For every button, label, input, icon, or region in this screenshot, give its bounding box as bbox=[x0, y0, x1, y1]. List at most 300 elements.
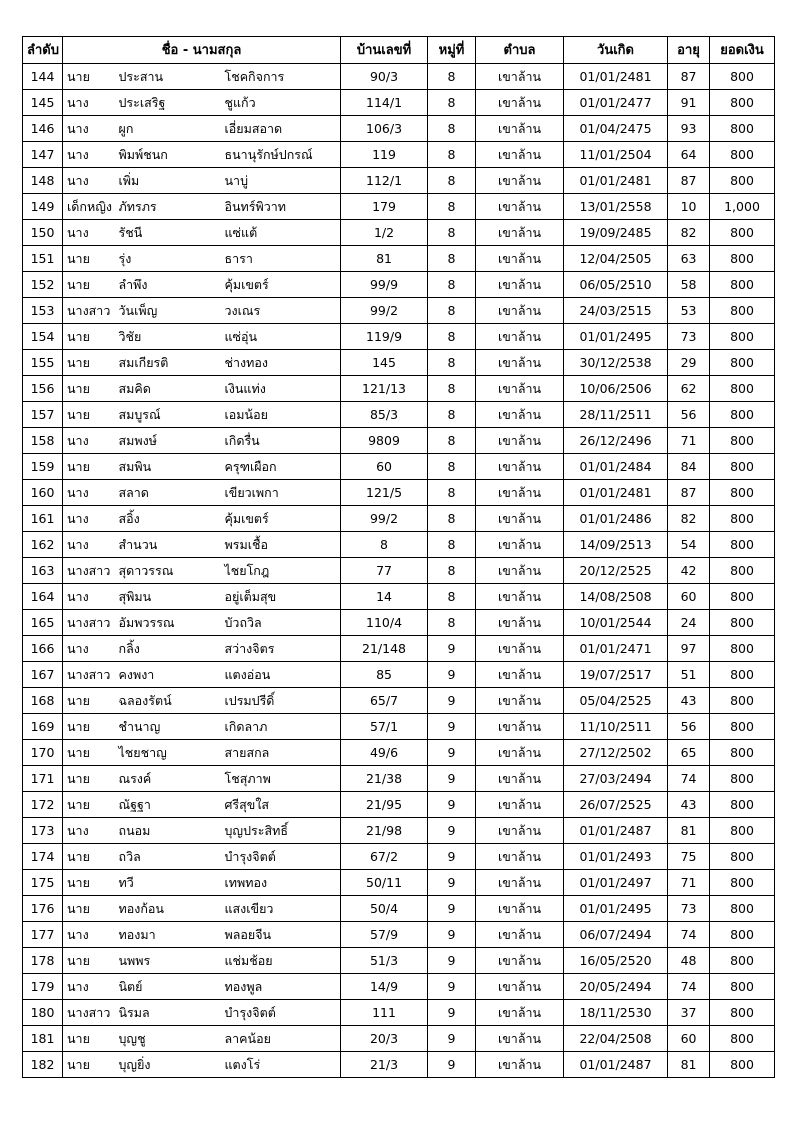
row-tambon: เขาล้าน bbox=[476, 896, 564, 922]
header-amount: ยอดเงิน bbox=[710, 37, 775, 64]
row-prefix: นาย bbox=[63, 766, 117, 792]
row-moo: 8 bbox=[428, 480, 476, 506]
row-tambon: เขาล้าน bbox=[476, 974, 564, 1000]
row-first-name: รุ่ง bbox=[117, 246, 221, 272]
table-row bbox=[23, 194, 775, 220]
row-last-name: เขียวเพกา bbox=[221, 480, 341, 506]
row-amount: 800 bbox=[710, 584, 775, 610]
row-last-name: เทพทอง bbox=[221, 870, 341, 896]
row-no: 155 bbox=[23, 350, 63, 376]
row-house-no: 67/2 bbox=[341, 844, 428, 870]
row-dob: 01/01/2481 bbox=[564, 64, 668, 90]
row-prefix: นางสาว bbox=[63, 1000, 117, 1026]
row-amount: 800 bbox=[710, 740, 775, 766]
row-house-no: 14 bbox=[341, 584, 428, 610]
table-row bbox=[23, 636, 775, 662]
row-age: 73 bbox=[668, 324, 710, 350]
row-last-name: สว่างจิตร bbox=[221, 636, 341, 662]
row-moo: 9 bbox=[428, 1052, 476, 1078]
row-prefix: นาย bbox=[63, 844, 117, 870]
row-tambon: เขาล้าน bbox=[476, 194, 564, 220]
row-tambon: เขาล้าน bbox=[476, 428, 564, 454]
row-moo: 9 bbox=[428, 688, 476, 714]
row-no: 162 bbox=[23, 532, 63, 558]
table-row bbox=[23, 324, 775, 350]
row-moo: 8 bbox=[428, 64, 476, 90]
row-amount: 800 bbox=[710, 116, 775, 142]
row-no: 166 bbox=[23, 636, 63, 662]
row-dob: 01/01/2477 bbox=[564, 90, 668, 116]
row-moo: 9 bbox=[428, 818, 476, 844]
row-prefix: นาย bbox=[63, 948, 117, 974]
row-first-name: คงพงา bbox=[117, 662, 221, 688]
row-moo: 8 bbox=[428, 402, 476, 428]
row-tambon: เขาล้าน bbox=[476, 636, 564, 662]
row-amount: 800 bbox=[710, 948, 775, 974]
row-tambon: เขาล้าน bbox=[476, 922, 564, 948]
row-dob: 01/01/2481 bbox=[564, 168, 668, 194]
row-age: 63 bbox=[668, 246, 710, 272]
row-amount: 800 bbox=[710, 454, 775, 480]
row-moo: 8 bbox=[428, 194, 476, 220]
table-row bbox=[23, 818, 775, 844]
row-house-no: 60 bbox=[341, 454, 428, 480]
row-house-no: 50/4 bbox=[341, 896, 428, 922]
row-no: 158 bbox=[23, 428, 63, 454]
row-house-no: 145 bbox=[341, 350, 428, 376]
row-moo: 8 bbox=[428, 298, 476, 324]
header-age: อายุ bbox=[668, 37, 710, 64]
row-no: 157 bbox=[23, 402, 63, 428]
row-moo: 8 bbox=[428, 220, 476, 246]
row-age: 60 bbox=[668, 1026, 710, 1052]
row-prefix: นาง bbox=[63, 532, 117, 558]
row-house-no: 121/13 bbox=[341, 376, 428, 402]
row-tambon: เขาล้าน bbox=[476, 558, 564, 584]
row-first-name: พิมพ์ชนก bbox=[117, 142, 221, 168]
row-prefix: นาย bbox=[63, 246, 117, 272]
row-first-name: ถนอม bbox=[117, 818, 221, 844]
row-last-name: แซ่แต้ bbox=[221, 220, 341, 246]
row-house-no: 49/6 bbox=[341, 740, 428, 766]
row-age: 42 bbox=[668, 558, 710, 584]
row-last-name: เกิดลาภ bbox=[221, 714, 341, 740]
row-first-name: บุญยิ่ง bbox=[117, 1052, 221, 1078]
row-first-name: ทวี bbox=[117, 870, 221, 896]
row-house-no: 50/11 bbox=[341, 870, 428, 896]
row-house-no: 121/5 bbox=[341, 480, 428, 506]
row-no: 147 bbox=[23, 142, 63, 168]
row-last-name: ไชยโกฎ bbox=[221, 558, 341, 584]
row-prefix: นาง bbox=[63, 506, 117, 532]
table-row bbox=[23, 1000, 775, 1026]
row-amount: 800 bbox=[710, 90, 775, 116]
row-tambon: เขาล้าน bbox=[476, 844, 564, 870]
row-no: 179 bbox=[23, 974, 63, 1000]
row-first-name: ณรงค์ bbox=[117, 766, 221, 792]
row-dob: 28/11/2511 bbox=[564, 402, 668, 428]
row-prefix: นาย bbox=[63, 64, 117, 90]
row-first-name: สอิ้ง bbox=[117, 506, 221, 532]
row-house-no: 179 bbox=[341, 194, 428, 220]
table-row bbox=[23, 532, 775, 558]
row-amount: 800 bbox=[710, 402, 775, 428]
row-tambon: เขาล้าน bbox=[476, 1000, 564, 1026]
row-amount: 800 bbox=[710, 428, 775, 454]
row-dob: 24/03/2515 bbox=[564, 298, 668, 324]
row-house-no: 99/2 bbox=[341, 298, 428, 324]
row-no: 149 bbox=[23, 194, 63, 220]
table-row bbox=[23, 142, 775, 168]
row-last-name: บำรุงจิตต์ bbox=[221, 844, 341, 870]
table-row bbox=[23, 350, 775, 376]
row-first-name: ณัฐฐา bbox=[117, 792, 221, 818]
row-first-name: นิรมล bbox=[117, 1000, 221, 1026]
row-age: 87 bbox=[668, 64, 710, 90]
row-dob: 10/06/2506 bbox=[564, 376, 668, 402]
table-row bbox=[23, 1052, 775, 1078]
row-age: 60 bbox=[668, 584, 710, 610]
row-dob: 13/01/2558 bbox=[564, 194, 668, 220]
row-dob: 18/11/2530 bbox=[564, 1000, 668, 1026]
header-tambon: ตำบล bbox=[476, 37, 564, 64]
row-first-name: ไชยชาญ bbox=[117, 740, 221, 766]
row-dob: 19/09/2485 bbox=[564, 220, 668, 246]
row-dob: 30/12/2538 bbox=[564, 350, 668, 376]
header-dob: วันเกิด bbox=[564, 37, 668, 64]
row-amount: 800 bbox=[710, 376, 775, 402]
row-moo: 8 bbox=[428, 376, 476, 402]
row-first-name: วันเพ็ญ bbox=[117, 298, 221, 324]
row-no: 181 bbox=[23, 1026, 63, 1052]
row-age: 37 bbox=[668, 1000, 710, 1026]
row-first-name: วิชัย bbox=[117, 324, 221, 350]
row-house-no: 85 bbox=[341, 662, 428, 688]
row-amount: 800 bbox=[710, 558, 775, 584]
row-house-no: 21/148 bbox=[341, 636, 428, 662]
row-tambon: เขาล้าน bbox=[476, 948, 564, 974]
row-no: 180 bbox=[23, 1000, 63, 1026]
beneficiary-table bbox=[22, 36, 775, 1078]
row-prefix: นาง bbox=[63, 480, 117, 506]
row-tambon: เขาล้าน bbox=[476, 480, 564, 506]
table-row bbox=[23, 402, 775, 428]
table-row bbox=[23, 844, 775, 870]
table-row bbox=[23, 896, 775, 922]
row-amount: 800 bbox=[710, 636, 775, 662]
row-prefix: นาง bbox=[63, 974, 117, 1000]
row-house-no: 65/7 bbox=[341, 688, 428, 714]
row-no: 154 bbox=[23, 324, 63, 350]
row-age: 82 bbox=[668, 220, 710, 246]
row-prefix: นาง bbox=[63, 220, 117, 246]
row-house-no: 99/9 bbox=[341, 272, 428, 298]
row-moo: 8 bbox=[428, 168, 476, 194]
table-row bbox=[23, 584, 775, 610]
row-dob: 11/10/2511 bbox=[564, 714, 668, 740]
row-amount: 800 bbox=[710, 870, 775, 896]
row-house-no: 14/9 bbox=[341, 974, 428, 1000]
row-no: 173 bbox=[23, 818, 63, 844]
row-last-name: พลอยจีน bbox=[221, 922, 341, 948]
row-prefix: นาย bbox=[63, 272, 117, 298]
row-moo: 9 bbox=[428, 896, 476, 922]
row-prefix: นาย bbox=[63, 454, 117, 480]
row-tambon: เขาล้าน bbox=[476, 324, 564, 350]
row-tambon: เขาล้าน bbox=[476, 168, 564, 194]
row-last-name: เงินแท่ง bbox=[221, 376, 341, 402]
table-row bbox=[23, 116, 775, 142]
table-row bbox=[23, 480, 775, 506]
row-last-name: คุ้มเขตร์ bbox=[221, 506, 341, 532]
row-house-no: 99/2 bbox=[341, 506, 428, 532]
row-last-name: บุญประสิทธิ์ bbox=[221, 818, 341, 844]
row-tambon: เขาล้าน bbox=[476, 402, 564, 428]
table-row bbox=[23, 506, 775, 532]
row-age: 71 bbox=[668, 428, 710, 454]
row-house-no: 119/9 bbox=[341, 324, 428, 350]
row-prefix: นางสาว bbox=[63, 610, 117, 636]
row-no: 178 bbox=[23, 948, 63, 974]
row-last-name: ชูแก้ว bbox=[221, 90, 341, 116]
table-row bbox=[23, 558, 775, 584]
row-amount: 800 bbox=[710, 1052, 775, 1078]
row-moo: 8 bbox=[428, 350, 476, 376]
row-first-name: ฉลองรัตน์ bbox=[117, 688, 221, 714]
row-moo: 8 bbox=[428, 324, 476, 350]
row-no: 152 bbox=[23, 272, 63, 298]
row-prefix: นาย bbox=[63, 740, 117, 766]
row-no: 177 bbox=[23, 922, 63, 948]
row-age: 24 bbox=[668, 610, 710, 636]
row-tambon: เขาล้าน bbox=[476, 792, 564, 818]
row-amount: 800 bbox=[710, 220, 775, 246]
row-amount: 800 bbox=[710, 714, 775, 740]
row-last-name: โชสุภาพ bbox=[221, 766, 341, 792]
table-row bbox=[23, 948, 775, 974]
table-row bbox=[23, 740, 775, 766]
table-row bbox=[23, 792, 775, 818]
row-amount: 800 bbox=[710, 844, 775, 870]
row-prefix: นาย bbox=[63, 792, 117, 818]
row-first-name: เพิ่ม bbox=[117, 168, 221, 194]
header-no: ลำดับ bbox=[23, 37, 63, 64]
row-dob: 01/01/2495 bbox=[564, 324, 668, 350]
row-house-no: 119 bbox=[341, 142, 428, 168]
row-tambon: เขาล้าน bbox=[476, 64, 564, 90]
row-no: 148 bbox=[23, 168, 63, 194]
row-first-name: ผูก bbox=[117, 116, 221, 142]
row-last-name: นาบู่ bbox=[221, 168, 341, 194]
row-house-no: 110/4 bbox=[341, 610, 428, 636]
row-age: 74 bbox=[668, 922, 710, 948]
table-row bbox=[23, 246, 775, 272]
row-first-name: กลิ้ง bbox=[117, 636, 221, 662]
row-prefix: นาง bbox=[63, 116, 117, 142]
row-amount: 800 bbox=[710, 506, 775, 532]
row-last-name: ครุฑเผือก bbox=[221, 454, 341, 480]
row-moo: 9 bbox=[428, 636, 476, 662]
row-first-name: รัชนี bbox=[117, 220, 221, 246]
row-tambon: เขาล้าน bbox=[476, 714, 564, 740]
row-house-no: 21/98 bbox=[341, 818, 428, 844]
row-first-name: สมพิน bbox=[117, 454, 221, 480]
row-dob: 26/12/2496 bbox=[564, 428, 668, 454]
row-no: 159 bbox=[23, 454, 63, 480]
row-amount: 800 bbox=[710, 662, 775, 688]
row-prefix: นาง bbox=[63, 818, 117, 844]
row-moo: 9 bbox=[428, 766, 476, 792]
row-amount: 800 bbox=[710, 922, 775, 948]
row-last-name: แช่มช้อย bbox=[221, 948, 341, 974]
row-house-no: 77 bbox=[341, 558, 428, 584]
row-first-name: สมบูรณ์ bbox=[117, 402, 221, 428]
row-dob: 01/01/2495 bbox=[564, 896, 668, 922]
row-last-name: เอมน้อย bbox=[221, 402, 341, 428]
row-no: 182 bbox=[23, 1052, 63, 1078]
row-dob: 01/01/2486 bbox=[564, 506, 668, 532]
row-prefix: นาย bbox=[63, 376, 117, 402]
row-age: 64 bbox=[668, 142, 710, 168]
row-no: 165 bbox=[23, 610, 63, 636]
row-no: 150 bbox=[23, 220, 63, 246]
row-age: 65 bbox=[668, 740, 710, 766]
row-amount: 800 bbox=[710, 974, 775, 1000]
row-amount: 800 bbox=[710, 350, 775, 376]
row-age: 71 bbox=[668, 870, 710, 896]
row-no: 151 bbox=[23, 246, 63, 272]
row-amount: 800 bbox=[710, 64, 775, 90]
row-no: 144 bbox=[23, 64, 63, 90]
row-tambon: เขาล้าน bbox=[476, 350, 564, 376]
row-prefix: นาย bbox=[63, 402, 117, 428]
row-moo: 8 bbox=[428, 246, 476, 272]
row-tambon: เขาล้าน bbox=[476, 688, 564, 714]
row-prefix: นาง bbox=[63, 142, 117, 168]
row-prefix: นาง bbox=[63, 584, 117, 610]
row-first-name: อัมพวรรณ bbox=[117, 610, 221, 636]
row-last-name: ช่างทอง bbox=[221, 350, 341, 376]
row-moo: 8 bbox=[428, 116, 476, 142]
row-first-name: สุพิมน bbox=[117, 584, 221, 610]
row-first-name: นิตย์ bbox=[117, 974, 221, 1000]
row-amount: 800 bbox=[710, 818, 775, 844]
table-row bbox=[23, 1026, 775, 1052]
row-house-no: 51/3 bbox=[341, 948, 428, 974]
row-age: 74 bbox=[668, 766, 710, 792]
row-tambon: เขาล้าน bbox=[476, 532, 564, 558]
row-no: 170 bbox=[23, 740, 63, 766]
row-dob: 01/01/2487 bbox=[564, 818, 668, 844]
row-amount: 800 bbox=[710, 1026, 775, 1052]
row-first-name: สมคิด bbox=[117, 376, 221, 402]
row-last-name: เอี่ยมสอาด bbox=[221, 116, 341, 142]
row-tambon: เขาล้าน bbox=[476, 298, 564, 324]
row-moo: 9 bbox=[428, 870, 476, 896]
row-amount: 800 bbox=[710, 610, 775, 636]
row-first-name: บุญชู bbox=[117, 1026, 221, 1052]
row-moo: 9 bbox=[428, 1026, 476, 1052]
row-age: 82 bbox=[668, 506, 710, 532]
table-row bbox=[23, 974, 775, 1000]
row-last-name: คุ้มเขตร์ bbox=[221, 272, 341, 298]
row-house-no: 8 bbox=[341, 532, 428, 558]
row-dob: 27/03/2494 bbox=[564, 766, 668, 792]
row-age: 56 bbox=[668, 402, 710, 428]
row-age: 74 bbox=[668, 974, 710, 1000]
row-moo: 9 bbox=[428, 844, 476, 870]
row-moo: 8 bbox=[428, 272, 476, 298]
row-house-no: 1/2 bbox=[341, 220, 428, 246]
row-house-no: 21/3 bbox=[341, 1052, 428, 1078]
row-no: 176 bbox=[23, 896, 63, 922]
row-prefix: นาง bbox=[63, 428, 117, 454]
table-row bbox=[23, 298, 775, 324]
row-age: 81 bbox=[668, 818, 710, 844]
row-age: 84 bbox=[668, 454, 710, 480]
table-row bbox=[23, 272, 775, 298]
row-house-no: 21/95 bbox=[341, 792, 428, 818]
row-last-name: อยู่เต็มสุข bbox=[221, 584, 341, 610]
row-first-name: ภัทรภร bbox=[117, 194, 221, 220]
row-amount: 800 bbox=[710, 480, 775, 506]
table-row bbox=[23, 922, 775, 948]
table-row bbox=[23, 64, 775, 90]
row-no: 146 bbox=[23, 116, 63, 142]
row-house-no: 85/3 bbox=[341, 402, 428, 428]
row-prefix: นาง bbox=[63, 922, 117, 948]
row-dob: 01/01/2497 bbox=[564, 870, 668, 896]
row-first-name: สมเกียรติ bbox=[117, 350, 221, 376]
row-age: 43 bbox=[668, 792, 710, 818]
row-dob: 05/04/2525 bbox=[564, 688, 668, 714]
row-tambon: เขาล้าน bbox=[476, 1026, 564, 1052]
row-age: 62 bbox=[668, 376, 710, 402]
row-amount: 800 bbox=[710, 142, 775, 168]
row-prefix: นาย bbox=[63, 896, 117, 922]
row-last-name: แสงเขียว bbox=[221, 896, 341, 922]
row-age: 58 bbox=[668, 272, 710, 298]
row-age: 54 bbox=[668, 532, 710, 558]
row-amount: 800 bbox=[710, 298, 775, 324]
row-no: 171 bbox=[23, 766, 63, 792]
row-tambon: เขาล้าน bbox=[476, 766, 564, 792]
row-amount: 800 bbox=[710, 324, 775, 350]
row-first-name: สุดาวรรณ bbox=[117, 558, 221, 584]
row-house-no: 21/38 bbox=[341, 766, 428, 792]
table-row bbox=[23, 662, 775, 688]
row-tambon: เขาล้าน bbox=[476, 116, 564, 142]
row-amount: 800 bbox=[710, 168, 775, 194]
row-house-no: 9809 bbox=[341, 428, 428, 454]
row-no: 153 bbox=[23, 298, 63, 324]
row-moo: 9 bbox=[428, 1000, 476, 1026]
row-amount: 800 bbox=[710, 1000, 775, 1026]
row-tambon: เขาล้าน bbox=[476, 454, 564, 480]
row-first-name: ประสาน bbox=[117, 64, 221, 90]
row-age: 73 bbox=[668, 896, 710, 922]
row-age: 87 bbox=[668, 168, 710, 194]
row-dob: 20/05/2494 bbox=[564, 974, 668, 1000]
row-last-name: โชคกิจการ bbox=[221, 64, 341, 90]
row-prefix: นาง bbox=[63, 90, 117, 116]
header-name: ชื่อ - นามสกุล bbox=[63, 37, 341, 64]
row-moo: 9 bbox=[428, 948, 476, 974]
row-prefix: นางสาว bbox=[63, 662, 117, 688]
row-last-name: เปรมปรีดิ์ bbox=[221, 688, 341, 714]
row-last-name: บำรุงจิตต์ bbox=[221, 1000, 341, 1026]
row-no: 164 bbox=[23, 584, 63, 610]
